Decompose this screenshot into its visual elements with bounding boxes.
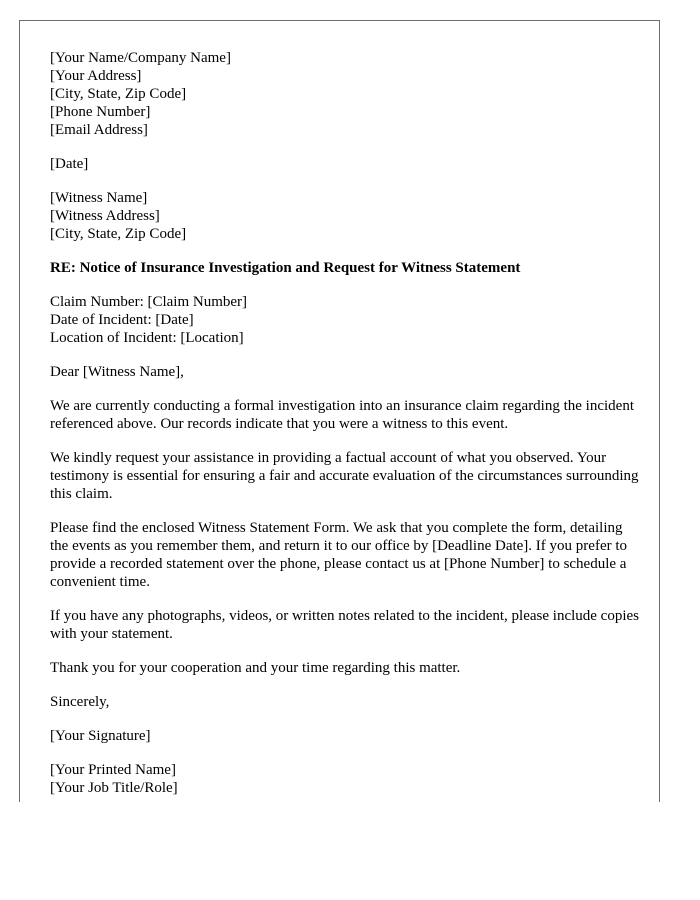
letter-body bbox=[50, 49, 640, 797]
sender-address: [Your Address] bbox=[50, 68, 142, 84]
job-title: [Your Job Title/Role] bbox=[50, 780, 178, 796]
signer-block bbox=[50, 761, 640, 797]
sender-city-state-zip: [City, State, Zip Code] bbox=[50, 86, 187, 102]
sender-name: [Your Name/Company Name] bbox=[50, 50, 231, 66]
closing: Sincerely, bbox=[50, 694, 110, 710]
body-paragraph-2: We kindly request your assistance in providing a factual account of what you observed. Your testimony is essential for ensuring a fair and accurate evaluation of the circumstances surrounding this claim. bbox=[50, 450, 639, 502]
claim-info-block bbox=[50, 293, 640, 347]
recipient-name: [Witness Name] bbox=[50, 190, 148, 206]
letter-page bbox=[19, 20, 660, 802]
sender-block bbox=[50, 49, 640, 139]
claim-number: Claim Number: [Claim Number] bbox=[50, 294, 248, 310]
printed-name: [Your Printed Name] bbox=[50, 762, 176, 778]
body-paragraph-5: Thank you for your cooperation and your time regarding this matter. bbox=[50, 660, 461, 676]
salutation: Dear [Witness Name], bbox=[50, 364, 184, 380]
body-paragraph-1: We are currently conducting a formal investigation into an insurance claim regarding the incident referenced above. Our records indicate that you were a witness to this event. bbox=[50, 398, 634, 432]
recipient-address: [Witness Address] bbox=[50, 208, 160, 224]
body-paragraph-3: Please find the enclosed Witness Statement Form. We ask that you complete the form, detailing the events as you remember them, and return it to our office by [Deadline Date]. If you prefer to provide a recorded statement over the phone, please contact us at [Phone Number] to schedule a convenient time. bbox=[50, 520, 628, 590]
date-block bbox=[50, 155, 640, 173]
signature: [Your Signature] bbox=[50, 728, 151, 744]
date-of-incident: Date of Incident: [Date] bbox=[50, 312, 194, 328]
sender-email: [Email Address] bbox=[50, 122, 148, 138]
location-of-incident: Location of Incident: [Location] bbox=[50, 330, 244, 346]
recipient-city-state-zip: [City, State, Zip Code] bbox=[50, 226, 187, 242]
subject-line: RE: Notice of Insurance Investigation and Request for Witness Statement bbox=[50, 260, 521, 276]
letter-date: [Date] bbox=[50, 156, 89, 172]
body-paragraph-4: If you have any photographs, videos, or written notes related to the incident, please include copies with your statement. bbox=[50, 608, 639, 642]
sender-phone: [Phone Number] bbox=[50, 104, 151, 120]
recipient-block bbox=[50, 189, 640, 243]
